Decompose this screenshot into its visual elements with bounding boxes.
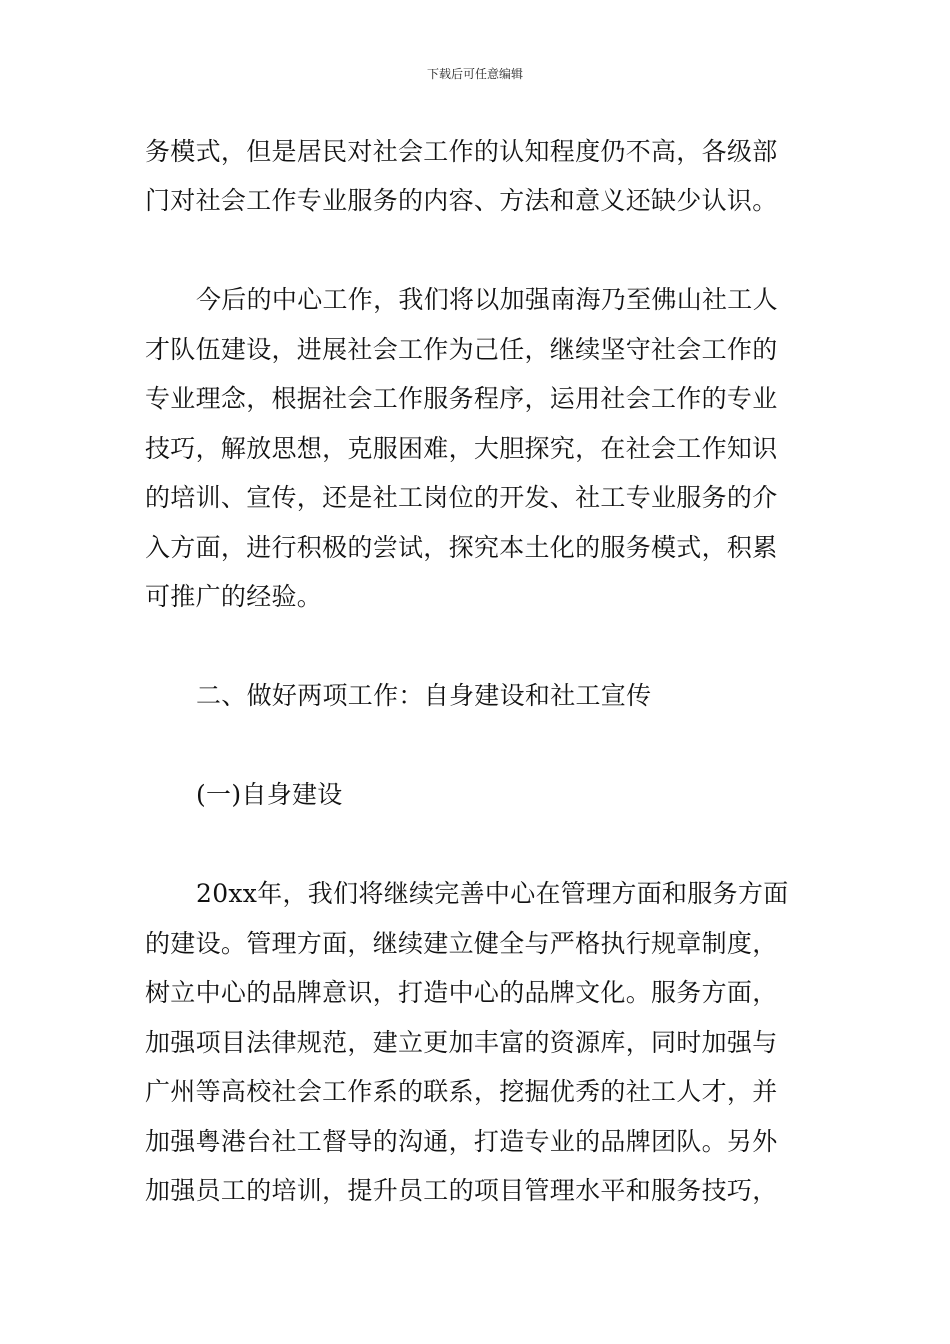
text-line: 的建设。管理方面，继续建立健全与严格执行规章制度，: [145, 929, 778, 958]
text-line: 门对社会工作专业服务的内容、方法和意义还缺少认识。: [145, 186, 778, 215]
section-heading: 二、做好两项工作：自身建设和社工宣传: [196, 681, 652, 710]
text-line: 务模式，但是居民对社会工作的认知程度仍不高，各级部: [145, 137, 778, 166]
page-header: 下载后可任意编辑: [426, 67, 523, 81]
text-line: 专业理念，根据社会工作服务程序，运用社会工作的专业: [145, 384, 778, 413]
text-line: 广州等高校社会工作系的联系，挖掘优秀的社工人才，并: [145, 1077, 778, 1106]
text-line: 加强粤港台社工督导的沟通，打造专业的品牌团队。另外: [145, 1127, 778, 1156]
text-line: 才队伍建设，进展社会工作为己任，继续坚守社会工作的: [145, 335, 778, 364]
text-line: 今后的中心工作，我们将以加强南海乃至佛山社工人: [196, 285, 778, 314]
text-line: 加强项目法律规范，建立更加丰富的资源库，同时加强与: [145, 1028, 778, 1057]
text-line: 技巧，解放思想，克服困难，大胆探究，在社会工作知识: [145, 434, 778, 463]
subsection-heading: (一)自身建设: [196, 780, 343, 809]
text-line: 可推广的经验。: [145, 582, 323, 611]
text-line: 加强员工的培训，提升员工的项目管理水平和服务技巧，: [145, 1176, 778, 1205]
text-line: 入方面，进行积极的尝试，探究本土化的服务模式，积累: [145, 533, 778, 562]
text-line: 20xx年，我们将继续完善中心在管理方面和服务方面: [196, 879, 789, 908]
text-line: 树立中心的品牌意识，打造中心的品牌文化。服务方面，: [145, 978, 778, 1007]
text-line: 的培训、宣传，还是社工岗位的开发、社工专业服务的介: [145, 483, 778, 512]
